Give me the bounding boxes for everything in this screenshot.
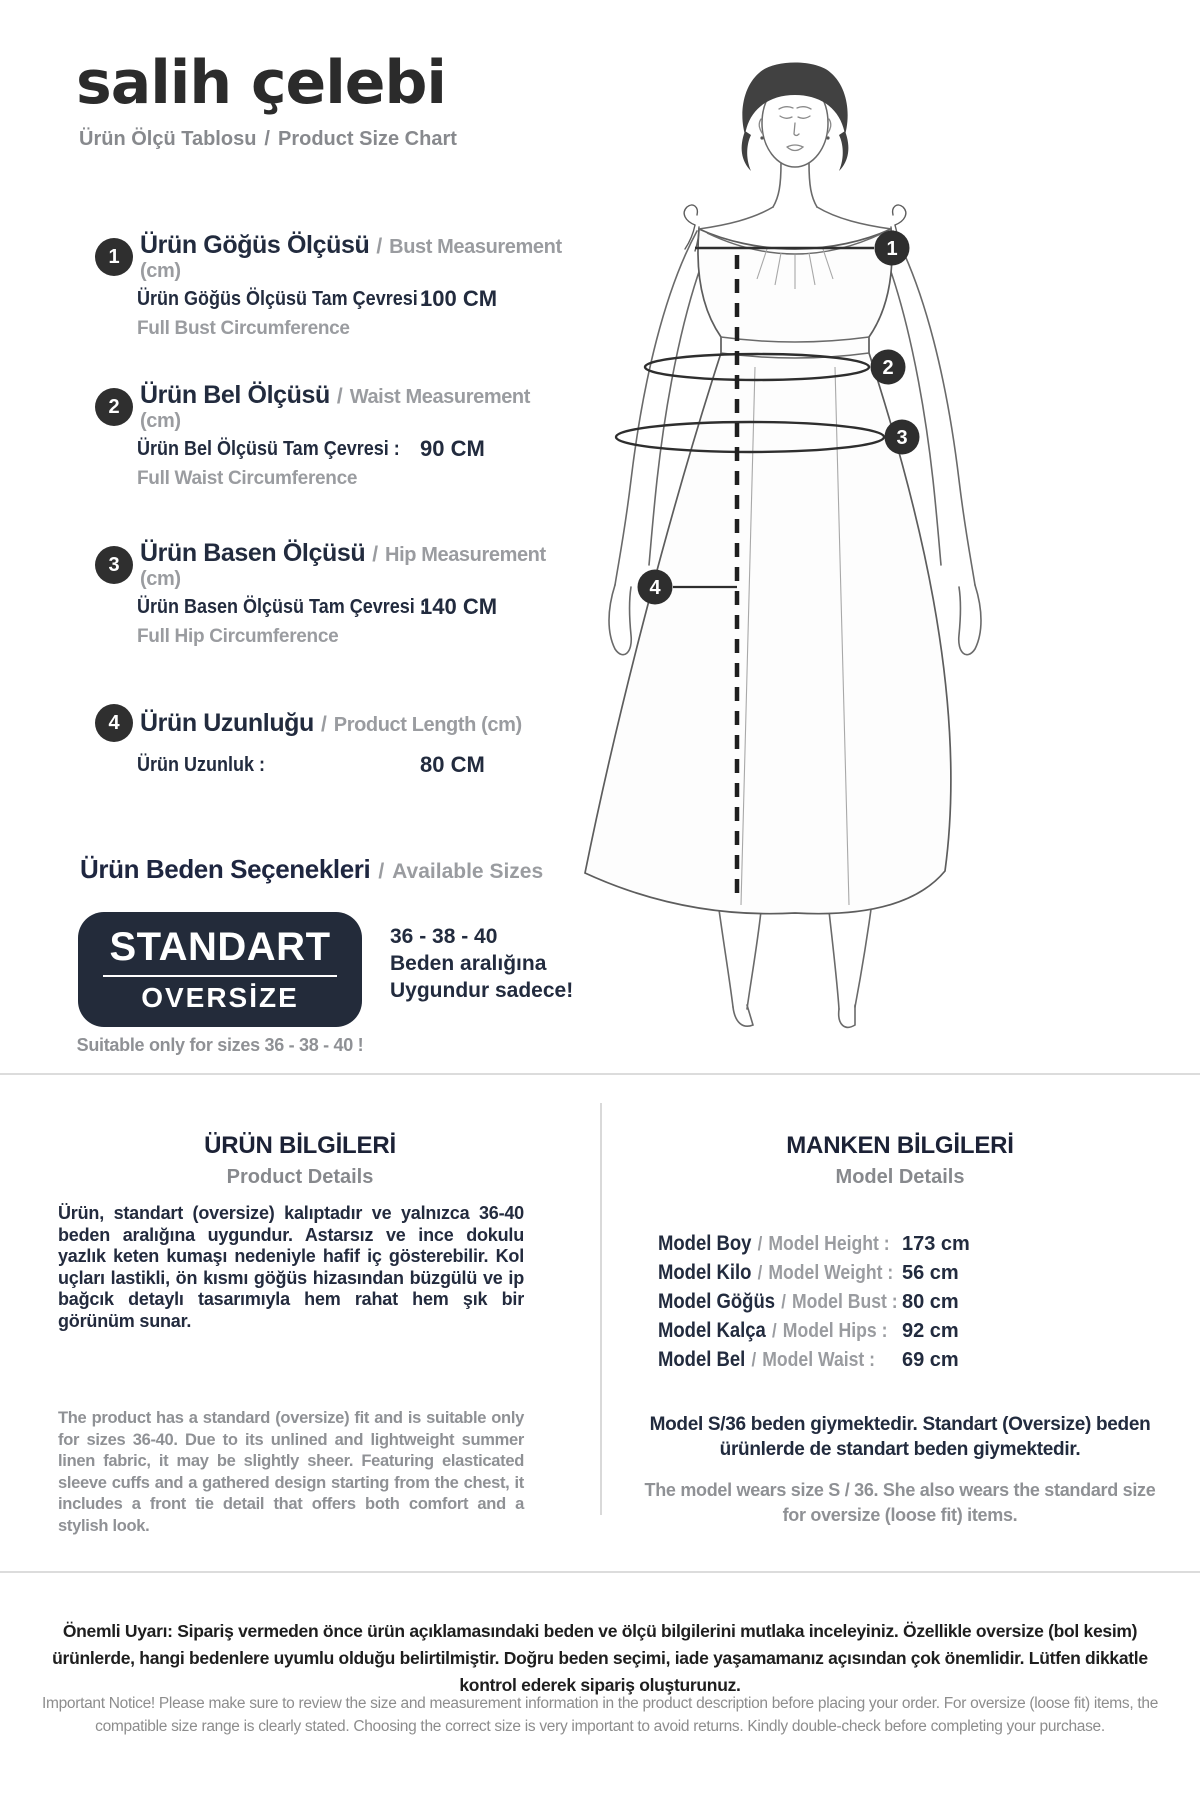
badge-divider <box>103 975 337 977</box>
measurement-section-length <box>95 704 565 780</box>
section-title-tr: Ürün Göğüs Ölçüsü <box>140 231 370 259</box>
measurement-value: 80 CM <box>420 752 485 777</box>
model-size-note-tr: Model S/36 beden giymektedir. Standart (Oversize) beden ürünlerde de standart beden giymektedir. <box>649 1414 1151 1460</box>
model-row-label-tr: Model Kilo <box>658 1261 752 1284</box>
model-details-title-tr: MANKEN BİLGİLERİ <box>786 1132 1014 1159</box>
model-row-label-en: Model Hips : <box>782 1320 888 1342</box>
model-row-bust <box>658 1290 978 1319</box>
model-row-label-en: Model Bust : <box>792 1291 898 1313</box>
size-range-line3: Uygundur sadece! <box>390 979 574 1002</box>
measurement-row <box>137 438 565 464</box>
number-badge-label: 1 <box>108 245 120 268</box>
section-title-en: Product Length (cm) <box>333 713 522 736</box>
measurement-label: Ürün Uzunluk : <box>137 754 265 776</box>
number-badge-label: 3 <box>108 553 120 576</box>
horizontal-divider-top <box>0 1073 1200 1075</box>
section-title <box>140 231 565 283</box>
measurement-sublabel: Full Waist Circumference <box>137 468 358 489</box>
badge-standart-label: STANDART <box>109 925 331 969</box>
model-row-label-tr: Model Bel <box>658 1348 746 1371</box>
size-range-line1: 36 - 38 - 40 <box>390 925 498 948</box>
model-row-waist <box>658 1348 978 1377</box>
section-title-tr: Ürün Basen Ölçüsü <box>140 539 366 567</box>
number-badge-3 <box>95 546 133 584</box>
model-row-value: 80 cm <box>902 1291 959 1313</box>
slash-separator: / <box>772 1321 777 1342</box>
model-row-height <box>658 1232 978 1261</box>
model-row-weight <box>658 1261 978 1290</box>
slash-separator: / <box>320 712 327 736</box>
page-title <box>79 128 457 151</box>
slash-separator: / <box>757 1234 763 1255</box>
slash-separator: / <box>781 1292 786 1313</box>
size-range-line2: Beden aralığına <box>390 952 547 975</box>
page-title-tr: Ürün Ölçü Tablosu <box>79 128 257 150</box>
model-row-label-tr: Model Göğüs <box>658 1290 776 1313</box>
measurement-label: Ürün Basen Ölçüsü Tam Çevresi : <box>137 596 426 618</box>
model-row-label-en: Model Weight : <box>768 1262 894 1284</box>
badge-oversize-label: OVERSİZE <box>141 982 299 1013</box>
measurement-value: 90 CM <box>420 436 485 461</box>
model-figure-illustration <box>545 35 1015 1035</box>
available-sizes-heading <box>80 854 543 885</box>
size-type-badge <box>78 912 362 1027</box>
available-sizes-tr: Ürün Beden Seçenekleri <box>80 854 371 884</box>
number-badge-label: 2 <box>108 395 120 418</box>
number-badge-label: 4 <box>108 711 120 734</box>
model-row-value: 92 cm <box>902 1320 959 1342</box>
section-title-tr: Ürün Bel Ölçüsü <box>140 381 330 409</box>
section-title-en: Waist Measurement (cm) <box>140 386 531 432</box>
slash-separator: / <box>376 235 383 258</box>
suitable-sizes-note: Suitable only for sizes 36 - 38 - 40 ! <box>76 1035 364 1055</box>
measurement-label: Ürün Göğüs Ölçüsü Tam Çevresi : <box>137 288 429 310</box>
model-row-value: 69 cm <box>902 1349 959 1371</box>
important-notice-en: Important Notice! Please make sure to review the size and measurement information in the product description before placing your order. For oversize (loose fit) items, the compatible size range is clearly stated. Choosing the correct size is very important to avoid returns. Kindly double-check before completing your purchase. <box>41 1695 1159 1735</box>
section-title <box>140 381 565 433</box>
section-title-en: Bust Measurement (cm) <box>140 236 562 282</box>
measurement-row <box>137 288 565 314</box>
number-badge-4 <box>95 704 133 742</box>
figure-marker-2-label: 2 <box>882 357 894 379</box>
measurement-row <box>137 754 565 780</box>
important-notice-tr: Önemli Uyarı: Sipariş vermeden önce ürün açıklamasındaki beden ve ölçü bilgilerini mutlaka inceleyiniz. Özellikle oversize (bol kesim) ürünlerde, hangi bedenlere uyumlu olduğu belirtilmiştir. Doğru beden seçimi, iade yaşamamanız açısından çok önemlidir. Lütfen dikkatle kontrol ederek sipariş oluşturunuz. <box>52 1621 1148 1695</box>
product-description-en: The product has a standard (oversize) fit and is suitable only for sizes 36-40. Due to its unlined and lightweight summer linen fabric, it may be slightly sheer. Featuring elasticated sleeve cuffs and a gathered design starting from the chest, it includes a front tie detail that offers both comfort and a stylish look. <box>58 1409 524 1535</box>
page-title-en: Product Size Chart <box>277 128 457 150</box>
brand-logo: salih çelebi <box>76 48 446 118</box>
dress-outline <box>585 229 951 914</box>
section-header <box>95 231 565 282</box>
model-row-label-en: Model Height : <box>768 1233 890 1255</box>
measurement-section-waist <box>95 381 565 490</box>
measurement-sublabel: Full Bust Circumference <box>137 318 350 339</box>
product-details-title-en: Product Details <box>226 1166 374 1188</box>
slash-separator: / <box>757 1263 763 1284</box>
model-row-label-tr: Model Boy <box>658 1232 752 1255</box>
number-badge-1 <box>95 238 133 276</box>
model-row-value: 173 cm <box>902 1233 970 1255</box>
measurement-sublabel: Full Hip Circumference <box>137 626 339 647</box>
figure-sketch <box>545 35 1015 1035</box>
section-title-tr: Ürün Uzunluğu <box>140 708 314 737</box>
figure-marker-4-label: 4 <box>649 577 661 599</box>
product-details-title-tr: ÜRÜN BİLGİLERİ <box>204 1132 396 1159</box>
figure-marker-3-label: 3 <box>896 427 908 449</box>
number-badge-2 <box>95 388 133 426</box>
horizontal-divider-bottom <box>0 1571 1200 1573</box>
measurement-row <box>137 596 565 622</box>
model-row-label-en: Model Waist : <box>762 1349 876 1371</box>
measurement-section-hip <box>95 539 565 648</box>
slash-separator: / <box>264 128 270 150</box>
measurement-section-bust <box>95 231 565 340</box>
model-row-value: 56 cm <box>902 1262 959 1284</box>
measurement-value: 140 CM <box>420 594 498 619</box>
model-row-label-tr: Model Kalça <box>658 1319 766 1342</box>
model-details-title-en: Model Details <box>835 1166 965 1188</box>
section-header <box>95 704 565 742</box>
section-title <box>140 709 522 738</box>
measurement-label: Ürün Bel Ölçüsü Tam Çevresi : <box>137 438 400 460</box>
model-row-hips <box>658 1319 978 1348</box>
model-size-note-en: The model wears size S / 36. She also wears the standard size for oversize (loose fit) items. <box>644 1480 1156 1525</box>
section-title <box>140 539 565 591</box>
section-header <box>95 381 565 432</box>
vertical-column-divider <box>600 1103 602 1515</box>
figure-marker-1-label: 1 <box>886 238 898 260</box>
slash-separator: / <box>751 1350 757 1371</box>
product-description-tr: Ürün, standart (oversize) kalıptadır ve yalnızca 36-40 beden aralığına uygundur. Astarsız ve ince dokulu yazlık keten kumaşı nedeniyle hafif iç gösterebilir. Kol uçları lastikli, ön kısmı göğüs hizasından büzgülü ve ip bağcık detaylı tasarımıyla hem rahat hem şık bir görünüm sunar. <box>58 1203 524 1331</box>
model-measurements-table <box>658 1232 978 1377</box>
available-sizes-en: Available Sizes <box>392 860 544 883</box>
slash-separator: / <box>372 543 379 566</box>
section-title-en: Hip Measurement (cm) <box>140 544 546 590</box>
measurement-value: 100 CM <box>420 286 498 311</box>
section-header <box>95 539 565 590</box>
slash-separator: / <box>378 860 385 883</box>
slash-separator: / <box>336 385 343 408</box>
